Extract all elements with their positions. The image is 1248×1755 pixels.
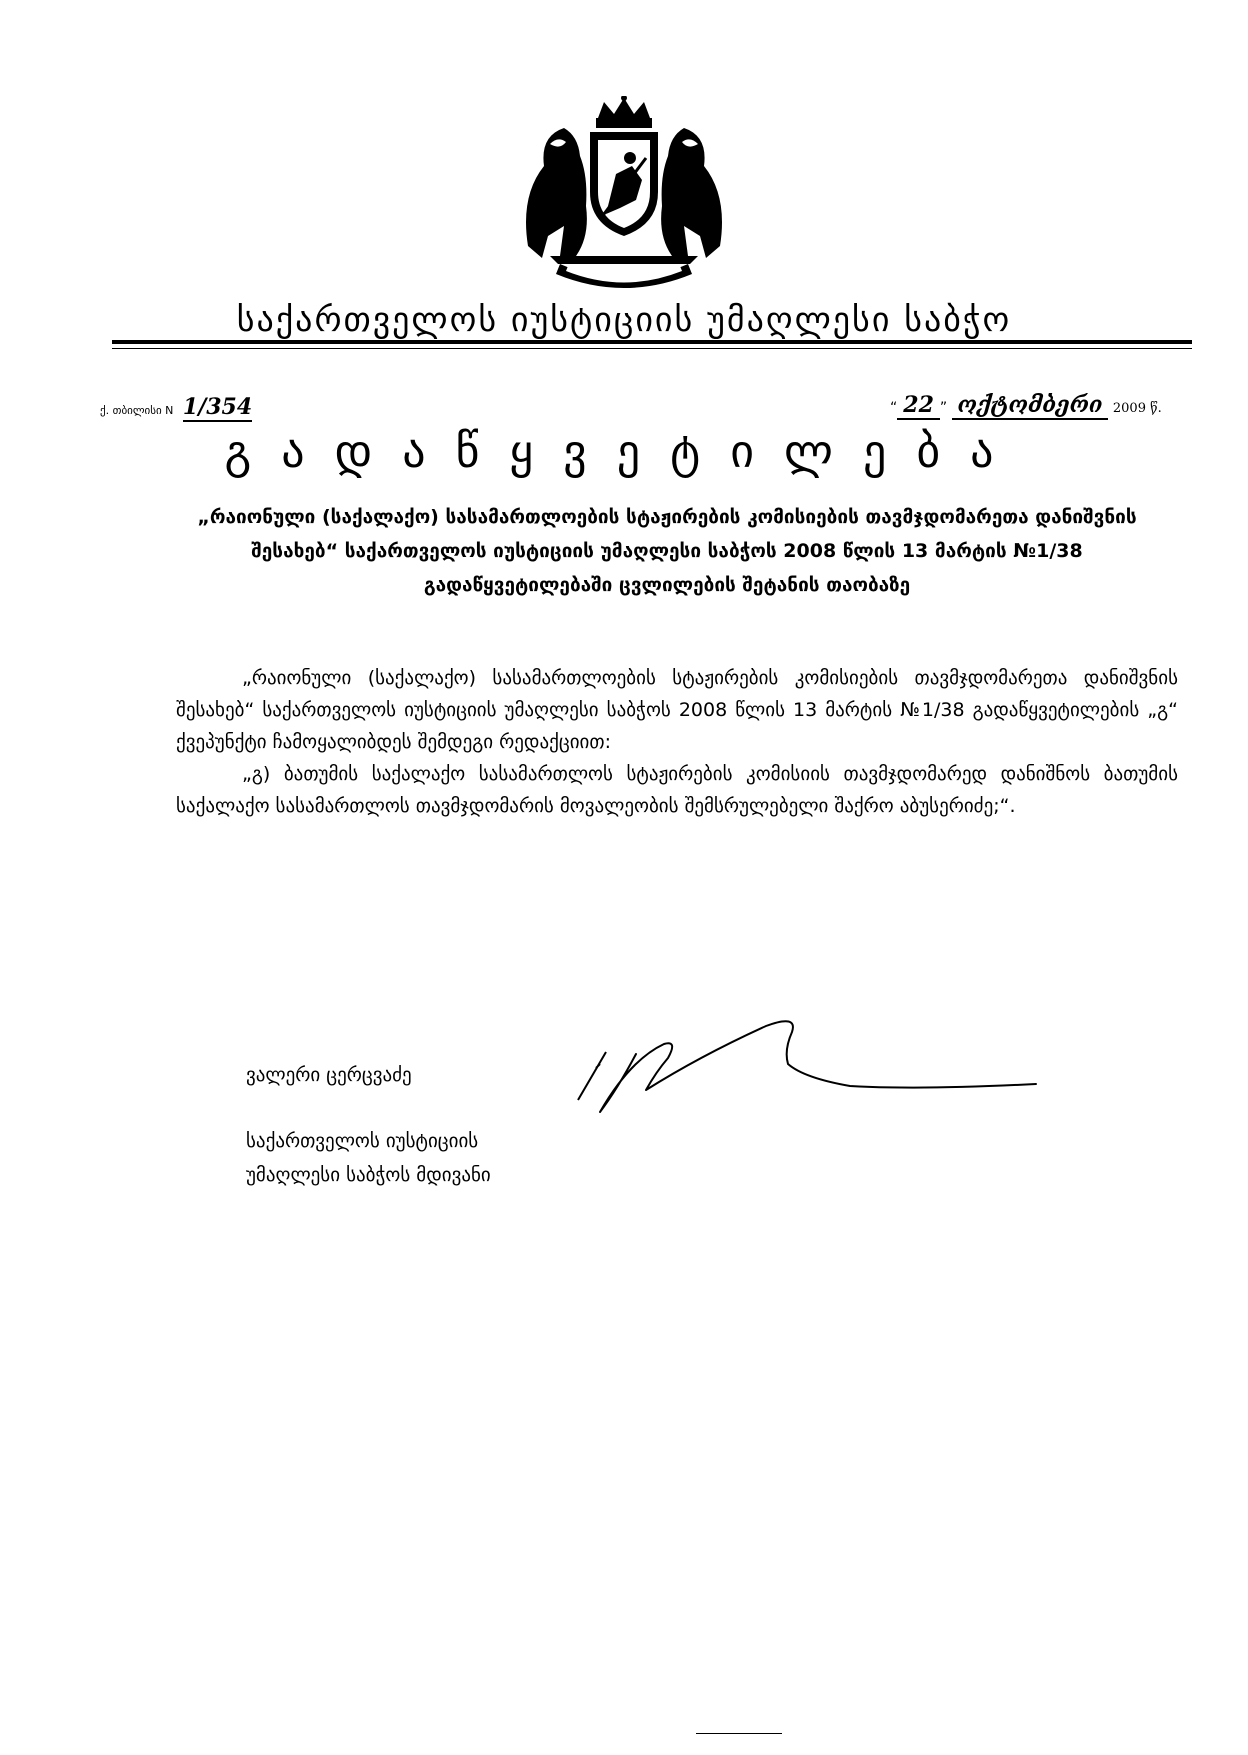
body-paragraph: „რაიონული (საქალაქო) სასამართლოების სტაჟირების კომისიების თავმჯდომარეთა დანიშვნის შესახებ“ საქართველოს იუსტიციის უმაღლესი საბჭოს 2008 წლის 13 მარტის №1/38 გადაწყვეტილების „გ“ ქვეპუნქტი ჩამოყალიბდეს შემდეგი რედაქციით: [176, 667, 1178, 753]
signer-title [246, 1124, 491, 1192]
header-divider-thin [112, 348, 1192, 349]
document-type-heading: გადაწყვეტილება [224, 424, 1024, 478]
date-day: 22 [897, 392, 940, 420]
organization-name: საქართველოს იუსტიციის უმაღლესი საბჭო [236, 300, 1012, 340]
document-subject: „რაიონული (საქალაქო) სასამართლოების სტაჟირების კომისიების თავმჯდომარეთა დანიშვნის შესახებ“ საქართველოს იუსტიციის უმაღლესი საბჭოს 2008 წლის 13 მარტის №1/38 გადაწყვეტილებაში ცვლილების შეტანის თაობაზე [197, 506, 1137, 596]
handwritten-signature [560, 1000, 1120, 1140]
signer-title-line: უმაღლესი საბჭოს მდივანი [246, 1164, 491, 1186]
coat-of-arms-emblem [520, 96, 728, 296]
date-year: 2009 წ. [1112, 401, 1162, 416]
registration-number [100, 394, 252, 420]
registration-number-value: 1/354 [182, 394, 253, 420]
signer-title-line: საქართველოს იუსტიციის [246, 1130, 479, 1152]
registration-number-label: ქ. თბილისი N [100, 404, 174, 417]
signer-name: ვალერი ცერცვაძე [246, 1064, 412, 1086]
document-body [176, 662, 1178, 822]
body-paragraph: „გ) ბათუმის საქალაქო სასამართლოს სტაჟირების კომისიის თავმჯდომარედ დანიშნოს ბათუმის საქალაქო სასამართლოს თავმჯდომარის მოვალეობის შემსრულებელი შაქრო აბუსერიძე;“. [176, 763, 1178, 817]
footer-line [696, 1733, 782, 1734]
date-month: ოქტომბერი [952, 392, 1109, 420]
document-date: “ 22 ” ოქტომბერი 2009 წ. [890, 392, 1162, 418]
header-divider-thick [112, 340, 1192, 344]
